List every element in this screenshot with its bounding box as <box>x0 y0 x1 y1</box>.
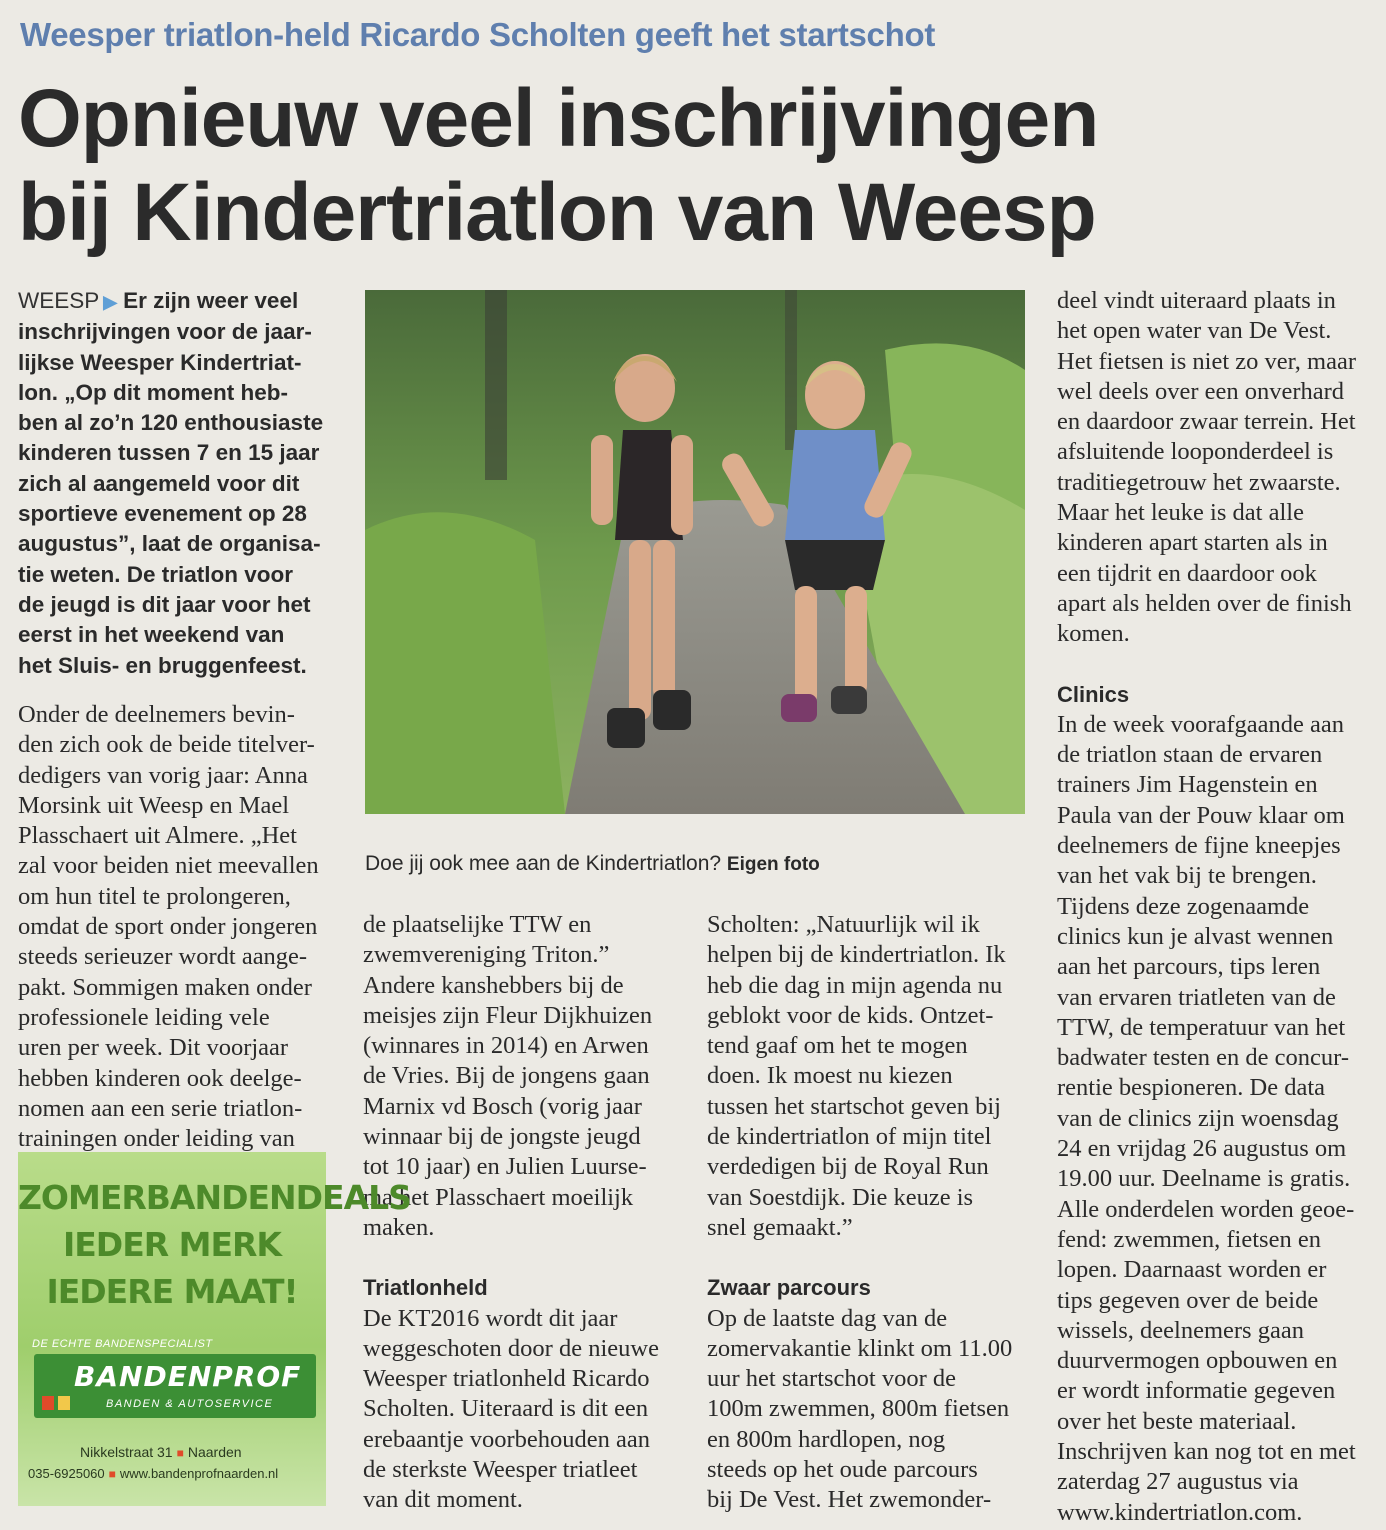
text-line: zomervakantie klinkt om 11.00 <box>707 1334 1013 1362</box>
text-line: wissels, deelnemers gaan <box>1057 1316 1304 1344</box>
text-line: tips gegeven over de beide <box>1057 1286 1319 1314</box>
text-line: van het vak bij te brengen. <box>1057 862 1317 890</box>
text-line: steeds op het oude parcours <box>707 1456 978 1484</box>
text-line: de plaatselijke TTW en <box>363 911 592 938</box>
ad-brand-logo <box>34 1354 316 1418</box>
text-line: maken. <box>363 1213 435 1241</box>
text-line: apart als helden over de finish <box>1057 589 1352 617</box>
text-line: fend: zwemmen, fietsen en <box>1057 1225 1321 1253</box>
text-line: winnaar bij de jongste jeugd <box>363 1123 641 1151</box>
text-line: de jeugd is dit jaar voor het <box>18 591 311 617</box>
text-line: den zich ook de beide titelver- <box>18 731 315 759</box>
article-kicker: Weesper triatlon-held Ricardo Scholten geeft het startschot <box>20 16 936 53</box>
text-line: er wordt informatie gegeven <box>1057 1377 1336 1405</box>
text-line: zal voor beiden niet meevallen <box>18 852 319 880</box>
subheading-clinics: Clinics <box>1057 681 1130 707</box>
ad-contact: 035-6925060 ■ www.bandenprofnaarden.nl <box>28 1466 279 1481</box>
text-line: hebben kinderen ook deelge- <box>18 1064 302 1092</box>
text-line: eerst in het weekend van <box>18 622 285 648</box>
article-column-1 <box>18 700 343 1154</box>
text-line: clinics kun je alvast wennen <box>1057 922 1334 950</box>
intro-line: WEESP ▶ Er zijn weer veel <box>18 288 299 313</box>
text-line: zaterdag 27 augustus via <box>1057 1468 1299 1496</box>
triangle-icon: ▶ <box>103 292 118 312</box>
text-line: Marnix vd Bosch (vorig jaar <box>363 1092 642 1120</box>
text-line: tie weten. De triatlon voor <box>18 561 294 587</box>
text-line: wel deels over een onverhard <box>1057 377 1345 405</box>
text-line: heb die dag in mijn agenda nu <box>707 971 1003 999</box>
text-line: Scholten. Uiteraard is dit een <box>363 1395 649 1423</box>
text-line: dedigers van vorig jaar: Anna <box>18 761 308 789</box>
text-line: van de clinics zijn woensdag <box>1057 1104 1339 1132</box>
text-line: van dit moment. <box>363 1486 523 1514</box>
text-line: een tijdrit en daardoor ook <box>1057 559 1317 587</box>
article-column-3 <box>707 910 1037 1516</box>
text-line: snel gemaakt.” <box>707 1213 853 1241</box>
text-line: professionele leiding vele <box>18 1003 270 1031</box>
text-line: deelnemers de fijne kneepjes <box>1057 832 1341 860</box>
text-line: helpen bij de kindertriatlon. Ik <box>707 941 1006 969</box>
photo-credit: Eigen foto <box>726 854 820 875</box>
text-line: steeds serieuzer wordt aange- <box>18 943 308 971</box>
text-line: verdedigen bij de Royal Run <box>707 1153 989 1181</box>
text-line: Tijdens deze zogenaamde <box>1057 892 1310 920</box>
text-line: 24 en vrijdag 26 augustus om <box>1057 1135 1347 1163</box>
text-line: het Sluis- en bruggenfeest. <box>18 652 307 678</box>
text-line: uur het startschot voor de <box>707 1365 957 1393</box>
text-line: nomen aan een serie triatlon- <box>18 1094 303 1122</box>
bullet-icon: ■ <box>108 1467 116 1481</box>
text-line: tussen het startschot geven bij <box>707 1092 1001 1120</box>
text-line: bij De Vest. Het zwemonder- <box>707 1486 992 1514</box>
text-line: Weesper triatlonheld Ricardo <box>363 1365 650 1393</box>
text-line: Alle onderdelen worden geoe- <box>1057 1195 1355 1223</box>
text-line: om hun titel te prolongeren, <box>18 882 291 910</box>
text-line: Morsink uit Weesp en Mael <box>18 791 290 819</box>
text-line: TTW, de temperatuur van het <box>1057 1013 1346 1041</box>
text-line: lopen. Daarnaast worden er <box>1057 1256 1327 1284</box>
text-line: inschrijvingen voor de jaar- <box>18 319 312 345</box>
text-line: afsluitende looponderdeel is <box>1057 438 1334 466</box>
headline-line: bij Kindertriatlon van Weesp <box>18 167 1096 258</box>
text-line: Het fietsen is niet zo ver, maar <box>1057 347 1357 375</box>
ad-stripe-red <box>42 1396 54 1410</box>
ad-headline-line: IEDERE MAAT! <box>46 1272 298 1311</box>
text-line: Onder de deelnemers bevin- <box>18 701 295 728</box>
ad-address: Nikkelstraat 31 ■ Naarden <box>80 1444 242 1460</box>
text-line: doen. Ik moest nu kiezen <box>707 1062 953 1090</box>
text-line: pakt. Sommigen maken onder <box>18 973 312 1001</box>
text-line: De KT2016 wordt dit jaar <box>363 1304 618 1332</box>
ad-headline-line: IEDER MERK <box>62 1225 282 1264</box>
text-line: augustus”, laat de organisa- <box>18 531 321 557</box>
subheading-zwaar-parcours: Zwaar parcours <box>707 1275 871 1301</box>
article-headline <box>18 72 1378 260</box>
text-line: het open water van De Vest. <box>1057 317 1332 345</box>
text-line: van Soestdijk. Die keuze is <box>707 1183 974 1211</box>
text-line: badwater testen en de concur- <box>1057 1044 1350 1072</box>
text-line: Inschrijven kan nog tot en met <box>1057 1437 1356 1465</box>
text-line: tot 10 jaar) en Julien Luurse- <box>363 1153 647 1181</box>
article-intro <box>18 286 343 681</box>
text-line: weggeschoten door de nieuwe <box>363 1334 659 1362</box>
photo-caption: Doe jij ook mee aan de Kindertriatlon? Eigen foto <box>365 852 820 875</box>
text-line: erebaantje voorbehouden aan <box>363 1425 651 1453</box>
text-line: tend gaaf om het te mogen <box>707 1032 968 1060</box>
text-line: komen. <box>1057 620 1130 648</box>
ad-brand-name: BANDENPROF <box>74 1360 302 1393</box>
text-line: kinderen apart starten als in <box>1057 529 1328 557</box>
text-line: lon. „Op dit moment heb- <box>18 379 288 405</box>
text-line: de sterkste Weesper triatleet <box>363 1456 638 1484</box>
text-line: kinderen tussen 7 en 15 jaar <box>18 440 320 466</box>
text-line: en 800m hardlopen, nog <box>707 1425 946 1453</box>
text-line: aan het parcours, tips leren <box>1057 953 1321 981</box>
text-line: trainingen onder leiding van <box>18 1125 295 1153</box>
text-line: duurvermogen opbouwen en <box>1057 1347 1338 1375</box>
ad-stripe-yellow <box>58 1396 70 1410</box>
text-line: Paula van der Pouw klaar om <box>1057 801 1345 829</box>
article-column-2 <box>363 910 693 1516</box>
text-line: over het beste materiaal. <box>1057 1407 1297 1435</box>
dateline: WEESP <box>18 288 100 313</box>
text-line: deel vindt uiteraard plaats in <box>1057 287 1336 314</box>
text-line: sportieve evenement op 28 <box>18 501 307 527</box>
text-line: 19.00 uur. Deelname is gratis. <box>1057 1165 1351 1193</box>
article-column-4 <box>1057 286 1377 1528</box>
text-line: trainers Jim Hagenstein en <box>1057 771 1318 799</box>
text-line: zich al aangemeld voor dit <box>18 470 300 496</box>
text-line: Maar het leuke is dat alle <box>1057 499 1304 527</box>
text-line: rentie bespioneren. De data <box>1057 1074 1326 1102</box>
text-line: Scholten: „Natuurlijk wil ik <box>707 911 980 938</box>
text-line: In de week voorafgaande aan <box>1057 710 1345 738</box>
headline-line: Opnieuw veel inschrijvingen <box>18 73 1099 164</box>
text-line: www.kindertriatlon.com. <box>1057 1498 1303 1526</box>
article-photo <box>365 290 1025 814</box>
text-line: Plasschaert uit Almere. „Het <box>18 822 297 850</box>
text-line: geblokt voor de kids. Ontzet- <box>707 1001 994 1029</box>
text-line: Andere kanshebbers bij de <box>363 971 624 999</box>
subheading-triatlonheld: Triatlonheld <box>363 1275 488 1301</box>
text-line: meisjes zijn Fleur Dijkhuizen <box>363 1001 653 1029</box>
text-line: de kindertriatlon of mijn titel <box>707 1123 992 1151</box>
text-line: lijkse Weesper Kindertriat- <box>18 349 302 375</box>
text-line: ma het Plasschaert moeilijk <box>363 1183 634 1211</box>
text-line: traditiegetrouw het zwaarste. <box>1057 468 1341 496</box>
text-line: Op de laatste dag van de <box>707 1304 948 1332</box>
bullet-icon: ■ <box>176 1446 184 1460</box>
text-line: uren per week. Dit voorjaar <box>18 1034 289 1062</box>
text-line: (winnares in 2014) en Arwen <box>363 1032 649 1060</box>
text-line: van ervaren triatleten van de <box>1057 983 1336 1011</box>
text-line: 100m zwemmen, 800m fietsen <box>707 1395 1010 1423</box>
text-line: en daardoor zwaar terrein. Het <box>1057 408 1356 436</box>
text-line: zwemvereniging Triton.” <box>363 941 610 969</box>
text-line: ben al zo’n 120 enthousiaste <box>18 410 324 436</box>
text-line: de Vries. Bij de jongens gaan <box>363 1062 650 1090</box>
ad-service: BANDEN & AUTOSERVICE <box>106 1398 274 1410</box>
ad-headline-line: ZOMERBANDENDEALS <box>18 1178 411 1217</box>
ad-tagline: DE ECHTE BANDENSPECIALIST <box>32 1338 213 1350</box>
ad-website[interactable]: www.bandenprofnaarden.nl <box>119 1466 279 1481</box>
text-line: omdat de sport onder jongeren <box>18 913 318 941</box>
text-line: de triatlon staan de ervaren <box>1057 741 1323 769</box>
